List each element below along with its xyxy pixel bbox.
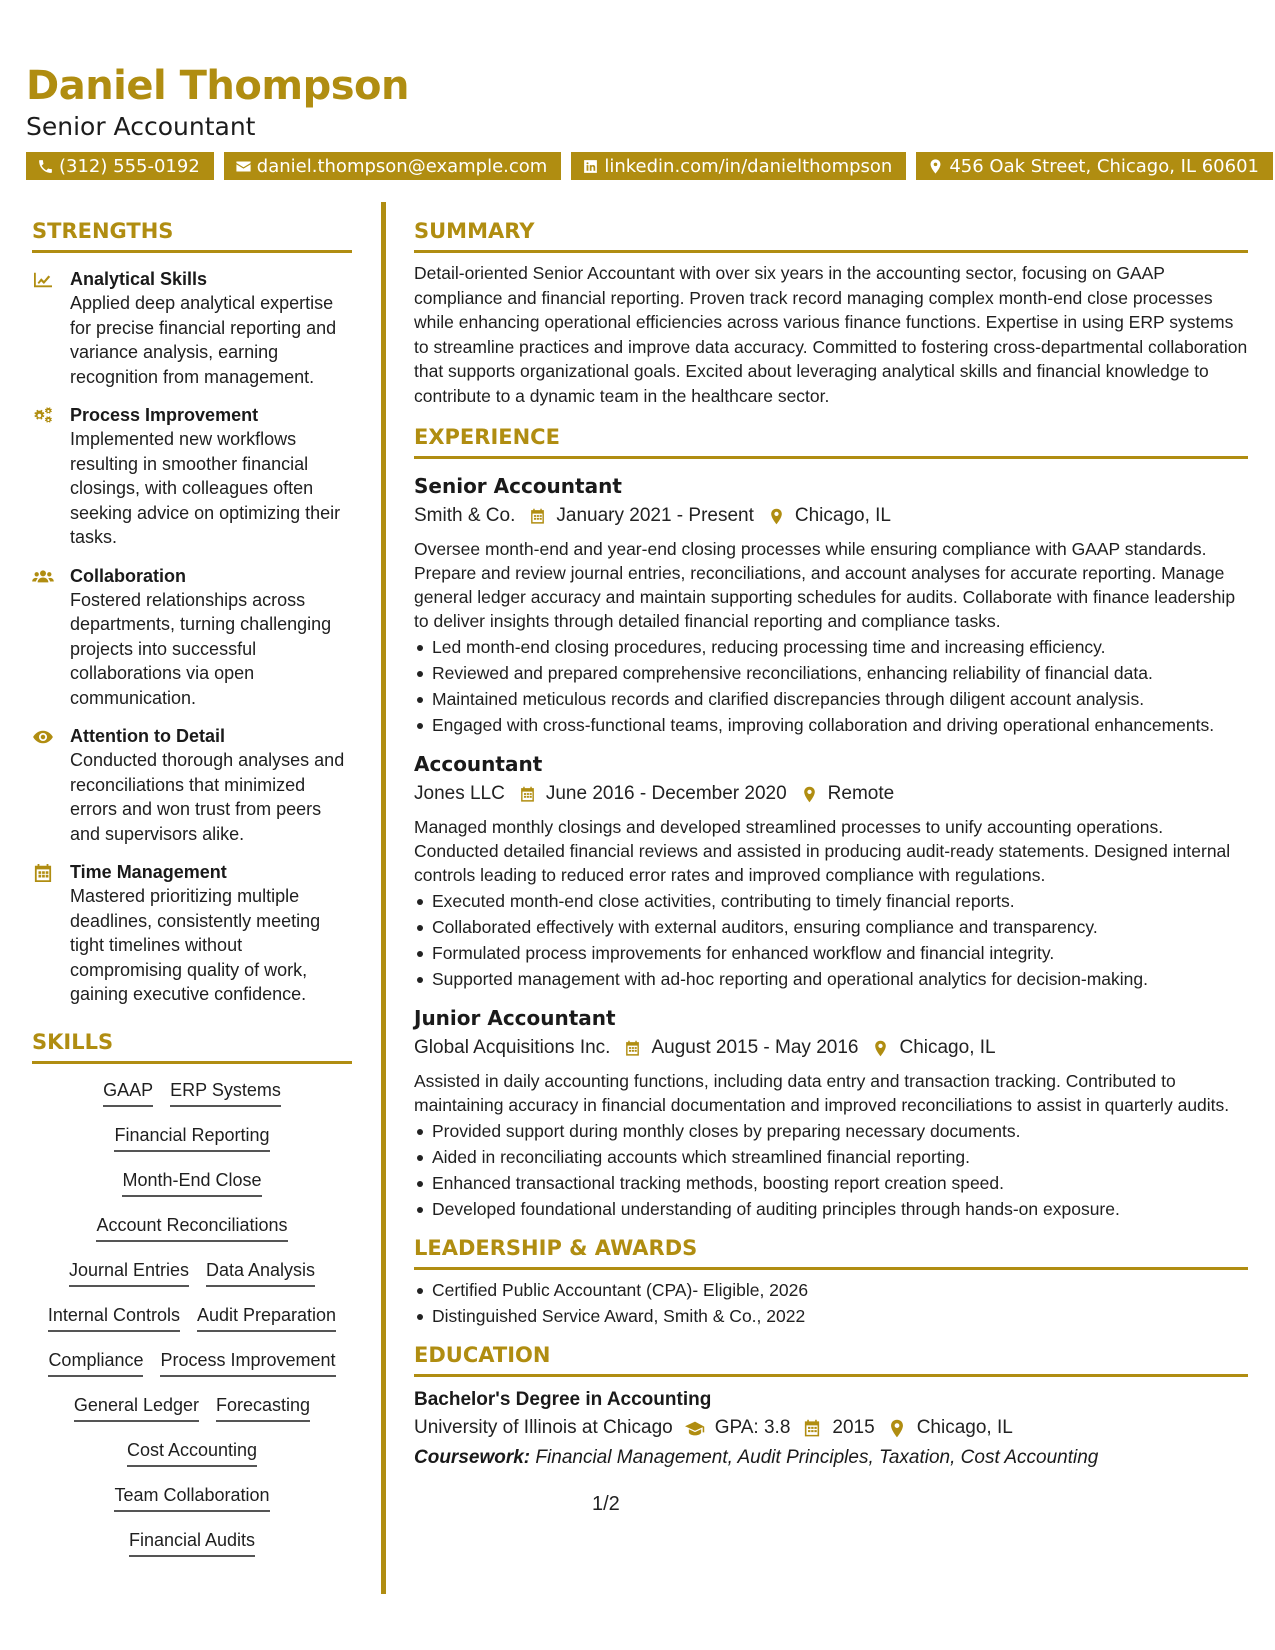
- skills-list: [32, 1078, 352, 1573]
- contact-linkedin-text: linkedin.com/in/danielthompson: [604, 155, 893, 177]
- strength-item: [32, 403, 352, 550]
- skill-tag: ERP Systems: [170, 1078, 281, 1107]
- left-column: [32, 218, 352, 1573]
- skill-tag: Audit Preparation: [197, 1303, 336, 1332]
- chart-line-icon: [32, 267, 70, 389]
- strength-title: Time Management: [70, 862, 227, 882]
- job-entry: [414, 1005, 1248, 1221]
- skill-row: [32, 1348, 352, 1393]
- page-number: 1/2: [592, 1493, 620, 1515]
- list-item: Collaborated effectively with external auditors, ensuring compliance and transparency.: [414, 915, 1248, 939]
- job-dates: August 2015 - May 2016: [651, 1037, 859, 1058]
- map-pin-icon: [768, 507, 785, 526]
- list-item: Maintained meticulous records and clarified discrepancies through diligent account analysis.: [414, 687, 1248, 711]
- skills-heading: SKILLS: [32, 1029, 352, 1064]
- calendar-icon: [529, 507, 546, 526]
- job-title: Junior Accountant: [414, 1006, 616, 1030]
- skill-tag: Team Collaboration: [114, 1483, 269, 1512]
- job-company: Jones LLC: [414, 783, 505, 804]
- map-pin-icon: [801, 785, 818, 804]
- list-item: Aided in reconciliating accounts which streamlined financial reporting.: [414, 1145, 1248, 1169]
- job-meta: [414, 1033, 1248, 1063]
- list-item: Reviewed and prepared comprehensive reconciliations, enhancing reliability of financial data.: [414, 661, 1248, 685]
- list-item: Enhanced transactional tracking methods, boosting report creation speed.: [414, 1171, 1248, 1195]
- edu-coursework: [414, 1444, 1248, 1472]
- edu-meta: [414, 1413, 1248, 1443]
- linkedin-icon: [582, 158, 599, 175]
- strength-desc: Conducted thorough analyses and reconciliations that minimized errors and won trust from peers and supervisors alike.: [70, 750, 345, 844]
- edu-year: 2015: [832, 1417, 875, 1438]
- job-title: Accountant: [414, 752, 543, 776]
- calendar-icon: [802, 1419, 822, 1438]
- envelope-icon: [235, 158, 252, 175]
- skill-tag: Process Improvement: [160, 1348, 335, 1377]
- job-bullets: [414, 889, 1248, 991]
- list-item: Engaged with cross-functional teams, improving collaboration and driving operational enhancements.: [414, 713, 1248, 737]
- list-item: Formulated process improvements for enhanced workflow and financial integrity.: [414, 941, 1248, 965]
- strength-item: [32, 860, 352, 1007]
- contact-bar: [26, 152, 1273, 180]
- map-pin-icon: [887, 1419, 907, 1438]
- strength-item: [32, 564, 352, 711]
- strength-title: Attention to Detail: [70, 726, 225, 746]
- contact-phone[interactable]: [26, 152, 214, 180]
- strength-title: Collaboration: [70, 565, 186, 586]
- job-bullets: [414, 1119, 1248, 1221]
- edu-gpa: GPA: 3.8: [714, 1417, 791, 1438]
- job-title: Senior Accountant: [414, 474, 622, 498]
- job-company: Smith & Co.: [414, 505, 516, 526]
- skill-tag: Forecasting: [216, 1393, 310, 1422]
- list-item: Developed foundational understanding of auditing principles through hands-on exposure.: [414, 1197, 1248, 1221]
- strength-desc: Implemented new workflows resulting in smoother financial closings, with colleagues often seeking advice on optimizing their tasks.: [70, 429, 341, 547]
- skill-row: [32, 1303, 352, 1348]
- strength-title: Analytical Skills: [70, 269, 208, 289]
- calendar-icon: [32, 860, 70, 1007]
- list-item: Supported management with ad-hoc reporting and operational analytics for decision-making.: [414, 967, 1248, 991]
- map-pin-icon: [927, 158, 944, 175]
- skill-row: [32, 1483, 352, 1528]
- skill-row: [32, 1438, 352, 1483]
- job-entry: [414, 751, 1248, 991]
- phone-icon: [37, 158, 54, 175]
- list-item: Certified Public Accountant (CPA)- Eligible, 2026: [414, 1278, 1248, 1302]
- list-item: Led month-end closing procedures, reducing processing time and increasing efficiency.: [414, 635, 1248, 659]
- eye-icon: [32, 724, 70, 846]
- job-dates: June 2016 - December 2020: [545, 783, 787, 804]
- resume-header: [26, 62, 409, 142]
- column-divider: [381, 202, 386, 1594]
- skill-tag: General Ledger: [74, 1393, 199, 1422]
- list-item: Distinguished Service Award, Smith & Co., 2022: [414, 1304, 1248, 1328]
- summary-heading: SUMMARY: [414, 218, 1248, 253]
- contact-linkedin[interactable]: [571, 152, 906, 180]
- contact-email[interactable]: [224, 152, 562, 180]
- skill-tag: Journal Entries: [69, 1258, 189, 1287]
- coursework-label: Coursework:: [414, 1447, 531, 1468]
- edu-location: Chicago, IL: [916, 1417, 1013, 1438]
- strength-item: [32, 267, 352, 389]
- contact-address-text: 456 Oak Street, Chicago, IL 60601: [949, 155, 1259, 177]
- list-item: Executed month-end close activities, contributing to timely financial reports.: [414, 889, 1248, 913]
- strength-title: Process Improvement: [70, 405, 259, 425]
- map-pin-icon: [872, 1039, 889, 1058]
- leadership-heading: LEADERSHIP & AWARDS: [414, 1235, 1248, 1270]
- skill-row: [32, 1528, 352, 1573]
- skill-row: [32, 1213, 352, 1258]
- calendar-icon: [624, 1039, 641, 1058]
- skill-tag: Data Analysis: [206, 1258, 315, 1287]
- users-icon: [32, 564, 70, 711]
- candidate-name: Daniel Thompson: [26, 63, 409, 109]
- job-description: Assisted in daily accounting functions, including data entry and transaction tracking. Contributed to maintaining accuracy in financial documentation and improved reconciliations to assist in quarterly audits.: [414, 1071, 1230, 1115]
- contact-address[interactable]: [916, 152, 1273, 180]
- contact-email-text: daniel.thompson@example.com: [256, 155, 548, 177]
- job-location: Chicago, IL: [794, 505, 892, 526]
- skill-tag: Month-End Close: [122, 1168, 261, 1197]
- job-description: Oversee month-end and year-end closing processes while ensuring compliance with GAAP standards. Prepare and review journal entries, reconciliations, and account analyses for accurate reporting. Manage general ledger accuracy and maintain supporting schedules for audits. Collaborate with finance leadership to deliver insights through detailed financial reporting and compliance tasks.: [414, 539, 1236, 631]
- job-location: Remote: [827, 783, 895, 804]
- leadership-list: [414, 1278, 1248, 1328]
- skill-row: [32, 1123, 352, 1168]
- calendar-icon: [519, 785, 536, 804]
- job-bullets: [414, 635, 1248, 737]
- skill-tag: Compliance: [48, 1348, 143, 1377]
- job-dates: January 2021 - Present: [556, 505, 754, 526]
- job-entry: [414, 473, 1248, 737]
- job-location: Chicago, IL: [899, 1037, 996, 1058]
- skill-tag: Cost Accounting: [127, 1438, 257, 1467]
- edu-school: University of Illinois at Chicago: [414, 1417, 673, 1438]
- strengths-heading: STRENGTHS: [32, 218, 352, 253]
- gears-icon: [32, 403, 70, 550]
- job-meta: [414, 501, 1248, 531]
- experience-heading: EXPERIENCE: [414, 424, 1248, 459]
- right-column: [414, 218, 1248, 1472]
- strength-desc: Applied deep analytical expertise for precise financial reporting and variance analysis, earning recognition from management.: [70, 293, 337, 387]
- skill-tag: Financial Audits: [129, 1528, 255, 1557]
- education-heading: EDUCATION: [414, 1342, 1248, 1377]
- strength-desc: Fostered relationships across departments, turning challenging projects into successful collaborations via open communication.: [70, 589, 332, 708]
- skill-tag: Account Reconciliations: [96, 1213, 287, 1242]
- graduation-cap-icon: [685, 1419, 705, 1438]
- job-company: Global Acquisitions Inc.: [414, 1037, 611, 1058]
- candidate-title: Senior Accountant: [26, 112, 256, 141]
- strength-item: [32, 724, 352, 846]
- skill-row: [32, 1258, 352, 1303]
- coursework-text: Financial Management, Audit Principles, Taxation, Cost Accounting: [535, 1447, 1099, 1468]
- summary-text: Detail-oriented Senior Accountant with over six years in the accounting sector, focusing on GAAP compliance and financial reporting. Proven track record managing complex month-end close processes while enhancing operational efficiencies across various finance functions. Expertise in using ERP systems to streamline practices and improve data accuracy. Committed to fostering cross-departmental collaboration that supports organizational goals. Excited about leveraging analytical skills and financial knowledge to contribute to a dynamic team in the healthcare sector.: [414, 263, 1248, 406]
- list-item: Provided support during monthly closes by preparing necessary documents.: [414, 1119, 1248, 1143]
- skill-row: [32, 1078, 352, 1123]
- skill-row: [32, 1393, 352, 1438]
- skill-row: [32, 1168, 352, 1213]
- skill-tag: Internal Controls: [48, 1303, 180, 1332]
- strength-desc: Mastered prioritizing multiple deadlines, consistently meeting tight timelines without compromising quality of work, gaining executive confidence.: [70, 886, 321, 1004]
- contact-phone-text: (312) 555-0192: [59, 155, 200, 177]
- edu-degree: Bachelor's Degree in Accounting: [414, 1389, 712, 1410]
- job-description: Managed monthly closings and developed streamlined processes to unify accounting operations. Conducted detailed financial reviews and assisted in producing audit-ready statements. Designed internal controls leading to reduced error rates and improved compliance with regulations.: [414, 817, 1231, 885]
- skill-tag: GAAP: [103, 1078, 153, 1107]
- job-meta: [414, 779, 1248, 809]
- skill-tag: Financial Reporting: [114, 1123, 269, 1152]
